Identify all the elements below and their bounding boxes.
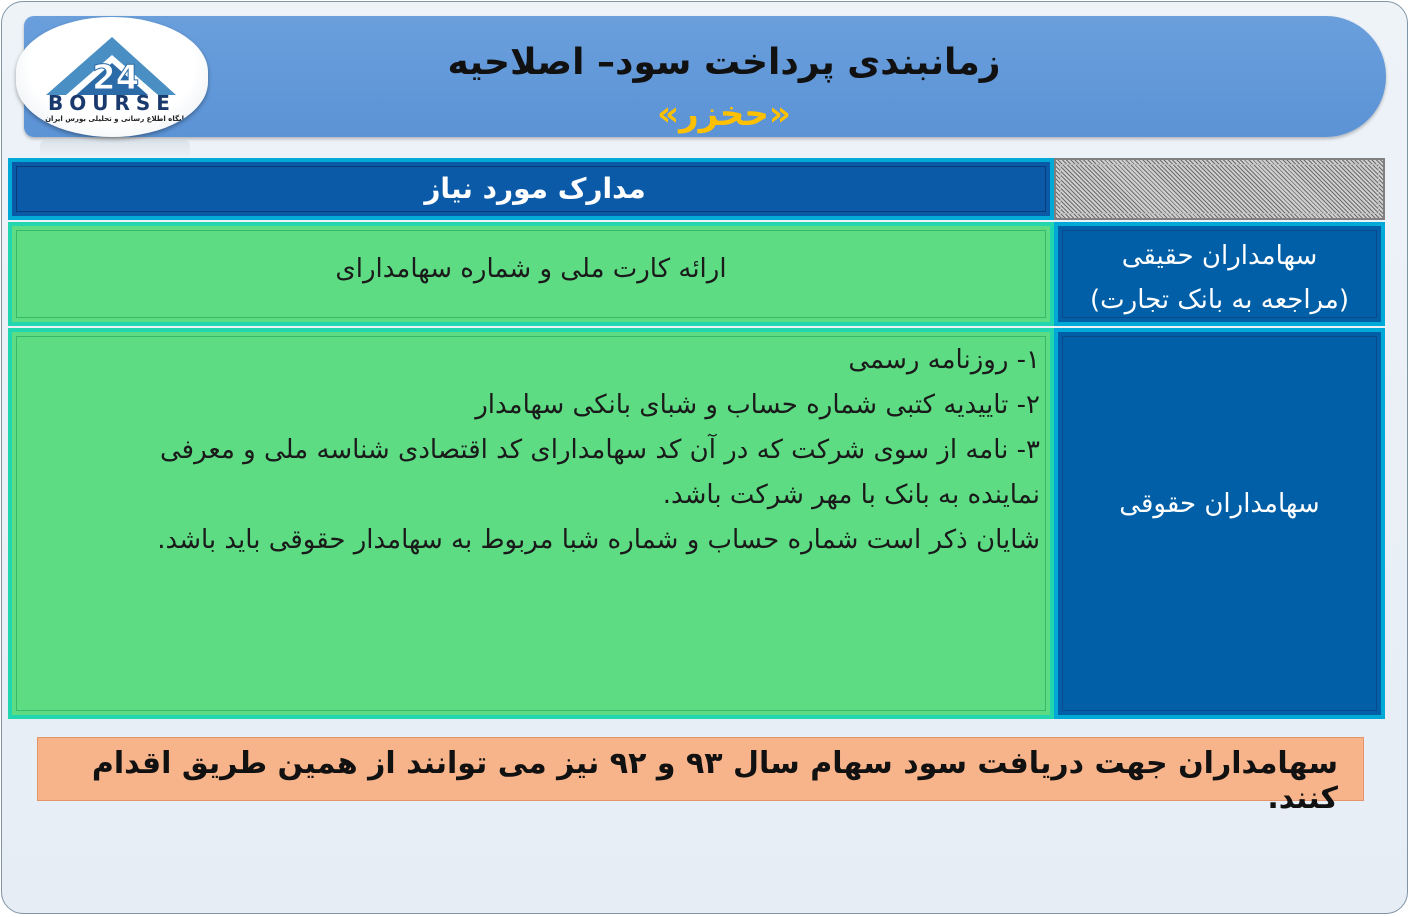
header-banner xyxy=(24,16,1386,137)
svg-text:24: 24 xyxy=(92,58,140,98)
document-item: ۱- روزنامه رسمی xyxy=(848,345,1040,375)
document-item: ۳- نامه از سوی شرکت که در آن کد سهامدارای کد اقتصادی شناسه ملی و معرفی xyxy=(159,435,1040,465)
footer-note-text: سهامداران جهت دریافت سود سهام سال ۹۳ و ۹۲ نیز می توانند از همین طریق اقدام کنند. xyxy=(91,746,1338,816)
document-item: نماینده به بانک با مهر شرکت باشد. xyxy=(662,480,1040,510)
footer-note-box xyxy=(37,737,1364,816)
bourse24-logo xyxy=(16,17,208,137)
logo-wordmark: BOURSE xyxy=(48,91,176,115)
row-label-line1: سهامداران حقوقی xyxy=(1119,489,1320,519)
documents-column-header xyxy=(8,158,1054,220)
row-label-legal-shareholders xyxy=(1054,328,1385,719)
logo-reflection xyxy=(40,140,190,158)
document-item: شایان ذکر است شماره حساب و شماره شبا مربوط به سهامدار حقوقی باید باشد. xyxy=(157,525,1040,555)
row-label-natural-shareholders xyxy=(1054,222,1385,326)
row-label-line2: (مراجعه به بانک تجارت) xyxy=(1090,285,1349,315)
document-item: ۲- تاییدیه کتبی شماره حساب و شبای بانکی سهامدار xyxy=(475,390,1040,420)
documents-list xyxy=(20,338,1040,563)
symbol-subtitle: «حخزر» xyxy=(657,94,791,134)
document-item: ارائه کارت ملی و شماره سهامدارای xyxy=(335,254,727,284)
page-title: زمانبندی پرداخت سود– اصلاحیه xyxy=(447,42,1001,83)
row-documents-natural xyxy=(8,222,1054,326)
row-label-line1: سهامداران حقیقی xyxy=(1121,241,1318,271)
documents-header-label: مدارک مورد نیاز xyxy=(424,172,646,205)
empty-corner-cell xyxy=(1054,158,1385,220)
row-documents-legal xyxy=(8,328,1054,719)
logo-tagline: پایگاه اطلاع رسانی و تحلیلی بورس ایران xyxy=(45,115,187,123)
